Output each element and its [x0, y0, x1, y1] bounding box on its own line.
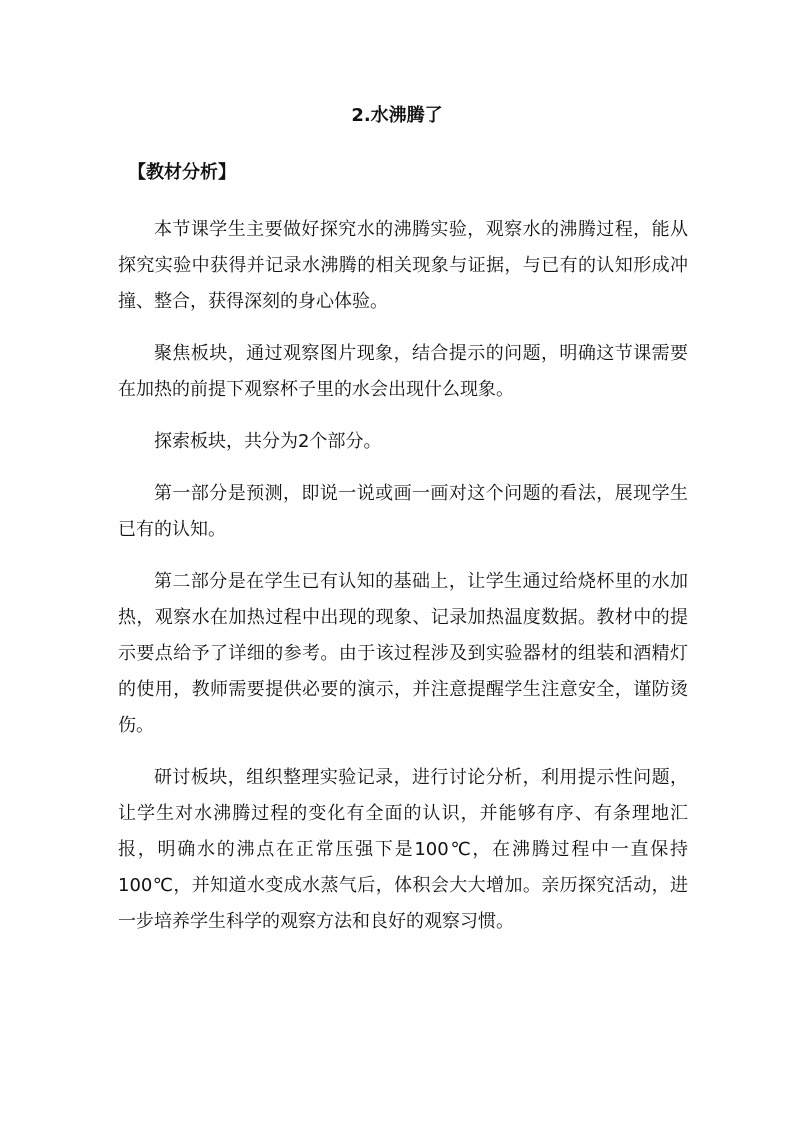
document-title: 2.水沸腾了: [351, 105, 443, 126]
paragraph-explore-section: 探索板块，共分为2个部分。: [154, 431, 382, 452]
paragraph-part-two: 第二部分是在学生已有认知的基础上，让学生通过给烧杯里的水加热，观察水在加热过程中出现的现象、记录加热温度数据。教材中的提示要点给予了详细的参考。由于该过程涉及到实验器材的组装和酒精灯的使用，教师需要提供必要的演示，并注意提醒学生注意安全，谨防烫伤。: [118, 571, 688, 736]
paragraph-part-one: 第一部分是预测，即说一说或画一画对这个问题的看法，展现学生已有的认知。: [118, 483, 688, 540]
section-heading: 【教材分析】: [128, 162, 236, 183]
document-body: [118, 212, 688, 956]
paragraph-discussion-section: 研讨板块，组织整理实验记录，进行讨论分析，利用提示性问题，让学生对水沸腾过程的变化有全面的认识，并能够有序、有条理地汇报，明确水的沸点在正常压强下是100℃，在沸腾过程中一直保持100℃，并知道水变成水蒸气后，体积会大大增加。亲历探究活动，进一步培养学生科学的观察方法和良好的观察习惯。: [118, 767, 688, 932]
paragraph-focus-section: 聚焦板块，通过观察图片现象，结合提示的问题，明确这节课需要在加热的前提下观察杯子里的水会出现什么现象。: [118, 343, 688, 400]
paragraph-analysis-intro: 本节课学生主要做好探究水的沸腾实验，观察水的沸腾过程，能从探究实验中获得并记录水沸腾的相关现象与证据，与已有的认知形成冲撞、整合，获得深刻的身心体验。: [118, 219, 688, 312]
